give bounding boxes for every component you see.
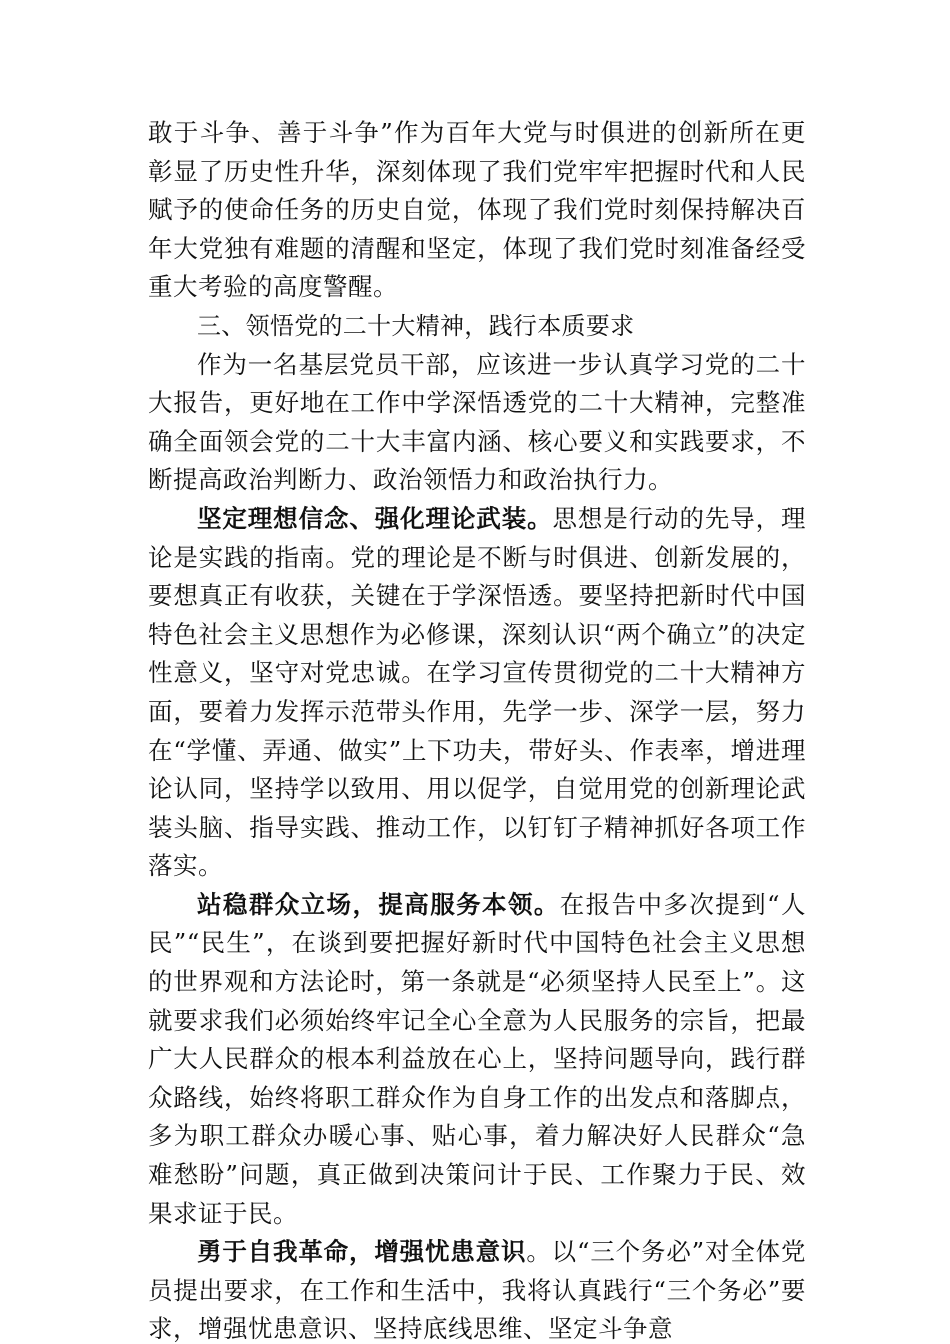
paragraph	[148, 1233, 806, 1344]
paragraph-text: 。以“三个务必”对全体党员提出要求，在工作和生活中，我将认真践行“三个务必”要求，增强忧患意识、坚持底线思维、坚定斗争意	[148, 1237, 806, 1344]
paragraph-text: 作为一名基层党员干部，应该进一步认真学习党的二十大报告，更好地在工作中学深悟透党的二十大精神，完整准确全面领会党的二十大丰富内涵、核心要义和实践要求，不断提高政治判断力、政治领悟力和政治执行力。	[148, 349, 806, 495]
document-body	[148, 114, 806, 1344]
section-heading-text: 三、领悟党的二十大精神，践行本质要求	[197, 311, 635, 340]
paragraph-lead-bold: 站稳群众立场，提高服务本领。	[197, 889, 560, 919]
paragraph-lead-bold: 坚定理想信念、强化理论武装。	[197, 503, 553, 533]
paragraph	[148, 500, 806, 886]
paragraph-lead-bold: 勇于自我革命，增强忧患意识	[197, 1237, 527, 1267]
paragraph-text: 在报告中多次提到“人民”“民生”，在谈到要把握好新时代中国特色社会主义思想的世界观和方法论时，第一条就是“必须坚持人民至上”。这就要求我们必须始终牢记全心全意为人民服务的宗旨，把最广大人民群众的根本利益放在心上，坚持问题导向，践行群众路线，始终将职工群众作为自身工作的出发点和落脚点，多为职工群众办暖心事、贴心事，着力解决好人民群众“急难愁盼”问题，真正做到决策问计于民、工作聚力于民、效果求证于民。	[148, 889, 806, 1228]
paragraph	[148, 346, 806, 500]
paragraph-text: 敢于斗争、善于斗争”作为百年大党与时俱进的创新所在更彰显了历史性升华，深刻体现了我们党牢牢把握时代和人民赋予的使命任务的历史自觉，体现了我们党时刻保持解决百年大党独有难题的清醒和坚定，体现了我们党时刻准备经受重大考验的高度警醒。	[148, 118, 806, 302]
paragraph	[148, 886, 806, 1233]
section-heading	[148, 307, 806, 346]
paragraph-continuation	[148, 114, 806, 307]
paragraph-text: 思想是行动的先导，理论是实践的指南。党的理论是不断与时俱进、创新发展的，要想真正有收获，关键在于学深悟透。要坚持把新时代中国特色社会主义思想作为必修课，深刻认识“两个确立”的决定性意义，坚守对党忠诚。在学习宣传贯彻党的二十大精神方面，要着力发挥示范带头作用，先学一步、深学一层，努力在“学懂、弄通、做实”上下功夫，带好头、作表率，增进理论认同，坚持学以致用、用以促学，自觉用党的创新理论武装头脑、指导实践、推动工作，以钉钉子精神抓好各项工作落实。	[148, 503, 807, 881]
